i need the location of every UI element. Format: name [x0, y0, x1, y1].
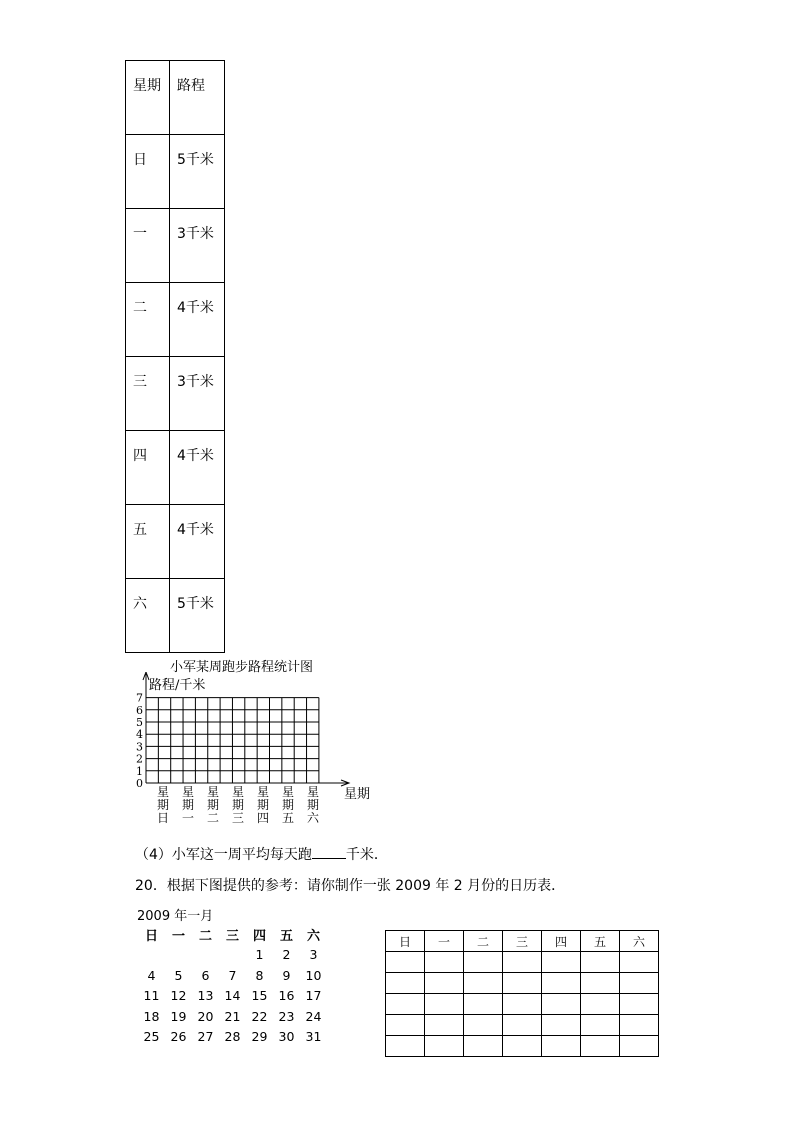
- calendar-day: 13: [197, 988, 214, 1004]
- calendar-weekday: 五: [279, 928, 293, 944]
- table-row: [386, 1015, 659, 1036]
- distance-cell: 4千米: [170, 505, 225, 579]
- calendar-weekday: 一: [171, 928, 185, 944]
- table-header-row: [126, 61, 225, 135]
- x-category-char: 一: [181, 811, 194, 825]
- x-category-char: 期: [306, 798, 319, 812]
- blank-calendar-cell[interactable]: [464, 952, 503, 973]
- calendar-weekday: 日: [144, 928, 158, 944]
- blank-calendar-cell[interactable]: [542, 952, 581, 973]
- blank-calendar-weekday: 一: [425, 931, 464, 952]
- calendar-week-row: [138, 1006, 327, 1027]
- calendar-week-row: [138, 986, 327, 1007]
- calendar-week-row: [138, 945, 327, 966]
- calendar-title: 2009 年一月: [137, 909, 214, 924]
- x-axis-label: 星期: [344, 787, 371, 802]
- calendar-day: 23: [278, 1008, 295, 1024]
- day-cell: 五: [126, 505, 170, 579]
- blank-calendar-cell[interactable]: [620, 973, 659, 994]
- distance-cell: 3千米: [170, 357, 225, 431]
- answer-blank[interactable]: [312, 844, 346, 859]
- calendar-day: 26: [170, 1029, 187, 1045]
- distance-cell: 4千米: [170, 431, 225, 505]
- calendar-week-row: [138, 1027, 327, 1048]
- blank-calendar-cell[interactable]: [503, 952, 542, 973]
- x-category-label: [180, 786, 196, 825]
- y-tick-label: 1: [136, 764, 143, 778]
- y-tick-labels: [136, 692, 143, 790]
- question-20: 20．根据下图提供的参考：请你制作一张 2009 年 2 月份的日历表．: [135, 878, 566, 894]
- blank-calendar-cell[interactable]: [581, 1015, 620, 1036]
- x-category-char: 星: [306, 785, 319, 799]
- x-category-char: 星: [206, 785, 219, 799]
- reference-calendar: [138, 924, 327, 1047]
- x-category-label: [255, 786, 271, 825]
- x-category-char: 星: [256, 785, 269, 799]
- y-tick-label: 4: [136, 728, 143, 742]
- blank-calendar-cell[interactable]: [425, 1015, 464, 1036]
- distance-table: [125, 60, 225, 653]
- x-category-char: 期: [206, 798, 219, 812]
- blank-calendar-weekday: 二: [464, 931, 503, 952]
- header-weekday: 星期: [126, 61, 170, 135]
- calendar-day: 29: [251, 1029, 268, 1045]
- table-row: [126, 283, 225, 357]
- calendar-day: 20: [197, 1008, 214, 1024]
- x-category-label: [305, 786, 321, 825]
- blank-calendar-cell[interactable]: [581, 994, 620, 1015]
- x-category-char: 期: [156, 798, 169, 812]
- blank-calendar-cell[interactable]: [620, 952, 659, 973]
- day-cell: 一: [126, 209, 170, 283]
- table-row: [126, 505, 225, 579]
- blank-calendar-cell[interactable]: [425, 994, 464, 1015]
- blank-calendar-weekday: 三: [503, 931, 542, 952]
- distance-cell: 3千米: [170, 209, 225, 283]
- calendar-day: 15: [251, 988, 268, 1004]
- blank-calendar-weekday: 日: [386, 931, 425, 952]
- table-row: [126, 579, 225, 653]
- calendar-day: 3: [309, 947, 318, 963]
- table-row: [386, 994, 659, 1015]
- calendar-day: 16: [278, 988, 295, 1004]
- blank-calendar-cell[interactable]: [542, 1036, 581, 1057]
- blank-calendar-cell[interactable]: [386, 994, 425, 1015]
- distance-cell: 4千米: [170, 283, 225, 357]
- day-cell: 二: [126, 283, 170, 357]
- blank-calendar-cell[interactable]: [620, 1036, 659, 1057]
- calendar-weekday: 四: [252, 928, 266, 944]
- blank-calendar-cell[interactable]: [503, 1015, 542, 1036]
- blank-calendar-weekday: 六: [620, 931, 659, 952]
- blank-calendar-cell[interactable]: [581, 1036, 620, 1057]
- calendar-day: 17: [305, 988, 322, 1004]
- blank-calendar-weekday: 四: [542, 931, 581, 952]
- table-row: [386, 952, 659, 973]
- y-tick-label: 0: [136, 777, 143, 790]
- day-cell: 日: [126, 135, 170, 209]
- question-4-suffix: 千米．: [345, 847, 388, 863]
- x-category-char: 星: [181, 785, 194, 799]
- calendar-day: 5: [174, 967, 183, 983]
- calendar-day: 28: [224, 1029, 241, 1045]
- blank-calendar-table: [385, 930, 659, 1057]
- table-row: [386, 1036, 659, 1057]
- y-tick-label: 3: [136, 740, 143, 754]
- blank-calendar-cell[interactable]: [464, 1015, 503, 1036]
- calendar-day: 4: [147, 967, 156, 983]
- calendar-weekday: 二: [198, 928, 212, 944]
- calendar-day: 25: [143, 1029, 160, 1045]
- blank-calendar-cell[interactable]: [581, 952, 620, 973]
- x-category-label: [230, 786, 246, 825]
- blank-calendar-cell[interactable]: [542, 973, 581, 994]
- table-row: [386, 973, 659, 994]
- table-row: [126, 209, 225, 283]
- x-category-char: 五: [281, 811, 294, 825]
- question-4-prefix: （4）小军这一周平均每天跑: [135, 847, 312, 863]
- x-category-char: 期: [281, 798, 294, 812]
- blank-calendar-cell[interactable]: [620, 1015, 659, 1036]
- calendar-day: 12: [170, 988, 187, 1004]
- blank-calendar-cell[interactable]: [542, 994, 581, 1015]
- blank-calendar-cell[interactable]: [503, 973, 542, 994]
- y-tick-label: 5: [136, 716, 143, 729]
- y-tick-label: 6: [136, 703, 143, 717]
- blank-calendar-cell[interactable]: [386, 1015, 425, 1036]
- blank-calendar-cell[interactable]: [425, 952, 464, 973]
- table-row: [126, 431, 225, 505]
- x-category-char: 星: [156, 785, 169, 799]
- calendar-day: 24: [305, 1008, 322, 1024]
- day-cell: 六: [126, 579, 170, 653]
- calendar-day: 27: [197, 1029, 214, 1045]
- day-cell: 三: [126, 357, 170, 431]
- y-axis-label: 路程/千米: [149, 678, 206, 693]
- calendar-week-row: [138, 965, 327, 986]
- calendar-day: 31: [305, 1029, 322, 1045]
- y-tick-label: 7: [136, 691, 143, 705]
- x-category-char: 四: [256, 811, 269, 825]
- blank-calendar-cell[interactable]: [386, 973, 425, 994]
- calendar-weekday: 六: [306, 928, 320, 944]
- x-category-label: [205, 786, 221, 825]
- chart-title: 小军某周跑步路程统计图: [170, 660, 314, 675]
- calendar-day: 30: [278, 1029, 295, 1045]
- blank-calendar-cell[interactable]: [503, 1036, 542, 1057]
- x-category-char: 期: [231, 798, 244, 812]
- table-row: [126, 135, 225, 209]
- calendar-day: 9: [282, 967, 291, 983]
- calendar-day: 11: [143, 988, 160, 1004]
- calendar-weekday-row: [138, 924, 327, 945]
- calendar-day: 14: [224, 988, 241, 1004]
- calendar-day: 10: [305, 967, 322, 983]
- distance-cell: 5千米: [170, 579, 225, 653]
- blank-calendar-header-row: [386, 931, 659, 952]
- x-category-char: 期: [256, 798, 269, 812]
- distance-cell: 5千米: [170, 135, 225, 209]
- calendar-day: 21: [224, 1008, 241, 1024]
- calendar-day: 22: [251, 1008, 268, 1024]
- calendar-day: 8: [255, 967, 264, 983]
- blank-calendar-weekday: 五: [581, 931, 620, 952]
- x-category-char: 期: [181, 798, 194, 812]
- calendar-day: 2: [282, 947, 291, 963]
- calendar-day: 7: [228, 967, 237, 983]
- blank-calendar-cell[interactable]: [620, 994, 659, 1015]
- x-category-label: [280, 786, 296, 825]
- x-category-char: 星: [281, 785, 294, 799]
- blank-calendar-cell[interactable]: [464, 994, 503, 1015]
- x-category-char: 六: [306, 811, 319, 825]
- day-cell: 四: [126, 431, 170, 505]
- x-category-char: 三: [231, 811, 244, 825]
- header-distance: 路程: [170, 61, 225, 135]
- blank-calendar-cell[interactable]: [425, 1036, 464, 1057]
- blank-calendar-cell[interactable]: [425, 973, 464, 994]
- calendar-day: 6: [201, 967, 210, 983]
- blank-calendar-cell[interactable]: [386, 1036, 425, 1057]
- calendar-day: 18: [143, 1008, 160, 1024]
- x-category-char: 日: [156, 811, 169, 825]
- blank-calendar-cell[interactable]: [464, 973, 503, 994]
- calendar-day: 19: [170, 1008, 187, 1024]
- blank-calendar-cell[interactable]: [464, 1036, 503, 1057]
- x-category-char: 二: [206, 811, 219, 825]
- blank-calendar-cell[interactable]: [581, 973, 620, 994]
- blank-calendar-cell[interactable]: [542, 1015, 581, 1036]
- question-4: [135, 844, 388, 864]
- chart-grid: [146, 698, 319, 783]
- y-tick-label: 2: [136, 752, 143, 766]
- blank-calendar-cell[interactable]: [386, 952, 425, 973]
- calendar-day: 1: [255, 947, 264, 963]
- x-category-label: [155, 786, 171, 825]
- x-category-char: 星: [231, 785, 244, 799]
- table-row: [126, 357, 225, 431]
- blank-calendar-cell[interactable]: [503, 994, 542, 1015]
- calendar-weekday: 三: [225, 928, 239, 944]
